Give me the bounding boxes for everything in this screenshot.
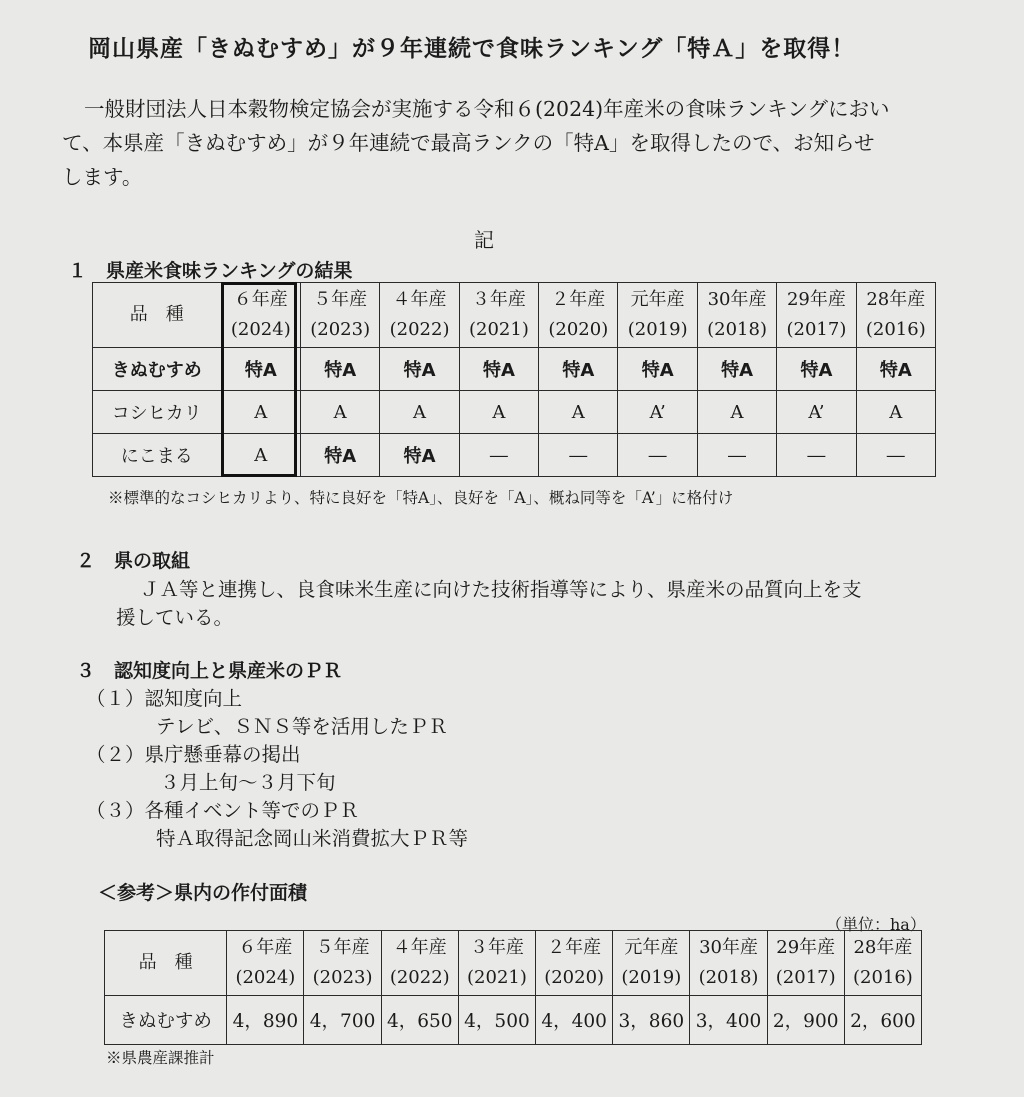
rank-cell: A — [221, 391, 300, 434]
rank-cell: A — [459, 391, 538, 434]
table-row — [93, 434, 936, 477]
rank-cell: ― — [697, 434, 776, 477]
rank-cell: 特A — [856, 348, 935, 391]
reference-note: ※県農産課推計 — [106, 1049, 215, 1067]
year-header: ５年産 (2023) — [300, 283, 379, 348]
rank-cell: ― — [459, 434, 538, 477]
year-header: ６年産 (2024) — [221, 283, 300, 348]
variety-name: きぬむすめ — [105, 996, 227, 1045]
area-cell: 4，700 — [304, 996, 381, 1045]
ki-mark: 記 — [474, 228, 494, 252]
rank-cell: 特A — [300, 434, 379, 477]
area-cell: 4，890 — [227, 996, 304, 1045]
rank-cell: A’ — [777, 391, 856, 434]
ranking-header-row — [93, 283, 936, 348]
table-row — [105, 996, 922, 1045]
year-header: ４年産 (2022) — [380, 283, 459, 348]
rank-cell: 特A — [380, 348, 459, 391]
section-3-item-3-label: （３）各種イベント等でのＰＲ — [86, 799, 360, 822]
rank-cell: A — [300, 391, 379, 434]
rank-cell: 特A — [459, 348, 538, 391]
rank-cell: ― — [777, 434, 856, 477]
rank-cell: A — [697, 391, 776, 434]
area-cell: 2，900 — [767, 996, 844, 1045]
rank-cell: 特A — [777, 348, 856, 391]
year-header: 30年産 (2018) — [690, 931, 767, 996]
rank-cell: 特A — [618, 348, 697, 391]
intro-line-3: します。 — [62, 165, 143, 189]
year-header: ５年産 (2023) — [304, 931, 381, 996]
year-header: 28年産 (2016) — [844, 931, 921, 996]
section-3-item-2-label: （２）県庁懸垂幕の掲出 — [86, 743, 301, 766]
year-header: ２年産 (2020) — [536, 931, 613, 996]
area-header-row — [105, 931, 922, 996]
year-header: 28年産 (2016) — [856, 283, 935, 348]
variety-name: きぬむすめ — [93, 348, 222, 391]
rank-cell: A — [221, 434, 300, 477]
variety-name: にこまる — [93, 434, 222, 477]
area-cell: 2，600 — [844, 996, 921, 1045]
rank-cell: 特A — [300, 348, 379, 391]
unit-label: （単位：ha） — [826, 915, 926, 934]
area-cell: 4，500 — [458, 996, 535, 1045]
intro-line-2: て、本県産「きぬむすめ」が９年連続で最高ランクの「特A」を取得したので、お知らせ — [62, 131, 875, 155]
rank-cell: 特A — [380, 434, 459, 477]
rank-cell: A — [380, 391, 459, 434]
ranking-table — [92, 282, 936, 477]
section-2-line-2: 援している。 — [116, 606, 234, 629]
section-1-heading: １ 県産米食味ランキングの結果 — [68, 260, 353, 282]
rank-cell: ― — [539, 434, 618, 477]
year-header: 30年産 (2018) — [697, 283, 776, 348]
variety-header: 品 種 — [105, 931, 227, 996]
rank-cell: 特A — [697, 348, 776, 391]
year-header: 29年産 (2017) — [767, 931, 844, 996]
page-title: 岡山県産「きぬむすめ」が９年連続で食味ランキング「特Ａ」を取得！ — [88, 36, 856, 62]
rank-cell: 特A — [221, 348, 300, 391]
section-3-item-3-detail: 特Ａ取得記念岡山米消費拡大ＰＲ等 — [156, 827, 469, 850]
rank-cell: 特A — [539, 348, 618, 391]
year-header: ２年産 (2020) — [539, 283, 618, 348]
section-3-item-1-label: （１）認知度向上 — [86, 687, 243, 710]
intro-line-1: 一般財団法人日本穀物検定協会が実施する令和６(2024)年産米の食味ランキングにおい — [84, 97, 890, 121]
reference-heading: ＜参考＞県内の作付面積 — [98, 882, 308, 904]
rank-cell: A’ — [618, 391, 697, 434]
rank-cell: A — [856, 391, 935, 434]
area-cell: 3，860 — [613, 996, 690, 1045]
rank-cell: ― — [618, 434, 697, 477]
year-header: 元年産 (2019) — [613, 931, 690, 996]
year-header: 元年産 (2019) — [618, 283, 697, 348]
variety-name: コシヒカリ — [93, 391, 222, 434]
area-cell: 4，400 — [536, 996, 613, 1045]
year-header: ３年産 (2021) — [459, 283, 538, 348]
year-header: ３年産 (2021) — [458, 931, 535, 996]
intro-paragraph — [62, 92, 932, 194]
section-3-item-1-detail: テレビ、ＳＮＳ等を活用したＰＲ — [156, 715, 448, 738]
table-row — [93, 348, 936, 391]
ranking-note: ※標準的なコシヒカリより、特に良好を「特A」、良好を「A」、概ね同等を「A’」に格付け — [108, 489, 734, 507]
section-3-item-2-detail: ３月上旬～３月下旬 — [160, 771, 336, 794]
section-3-heading: ３ 認知度向上と県産米のＰＲ — [76, 660, 343, 682]
year-header: 29年産 (2017) — [777, 283, 856, 348]
rank-cell: ― — [856, 434, 935, 477]
variety-header: 品 種 — [93, 283, 222, 348]
section-2-line-1: ＪＡ等と連携し、良食味米生産に向けた技術指導等により、県産米の品質向上を支 — [140, 578, 862, 601]
year-header: ４年産 (2022) — [381, 931, 458, 996]
rank-cell: A — [539, 391, 618, 434]
area-table — [104, 930, 922, 1045]
area-cell: 3，400 — [690, 996, 767, 1045]
table-row — [93, 391, 936, 434]
section-2-heading: ２ 県の取組 — [76, 550, 191, 572]
area-cell: 4，650 — [381, 996, 458, 1045]
year-header: ６年産 (2024) — [227, 931, 304, 996]
